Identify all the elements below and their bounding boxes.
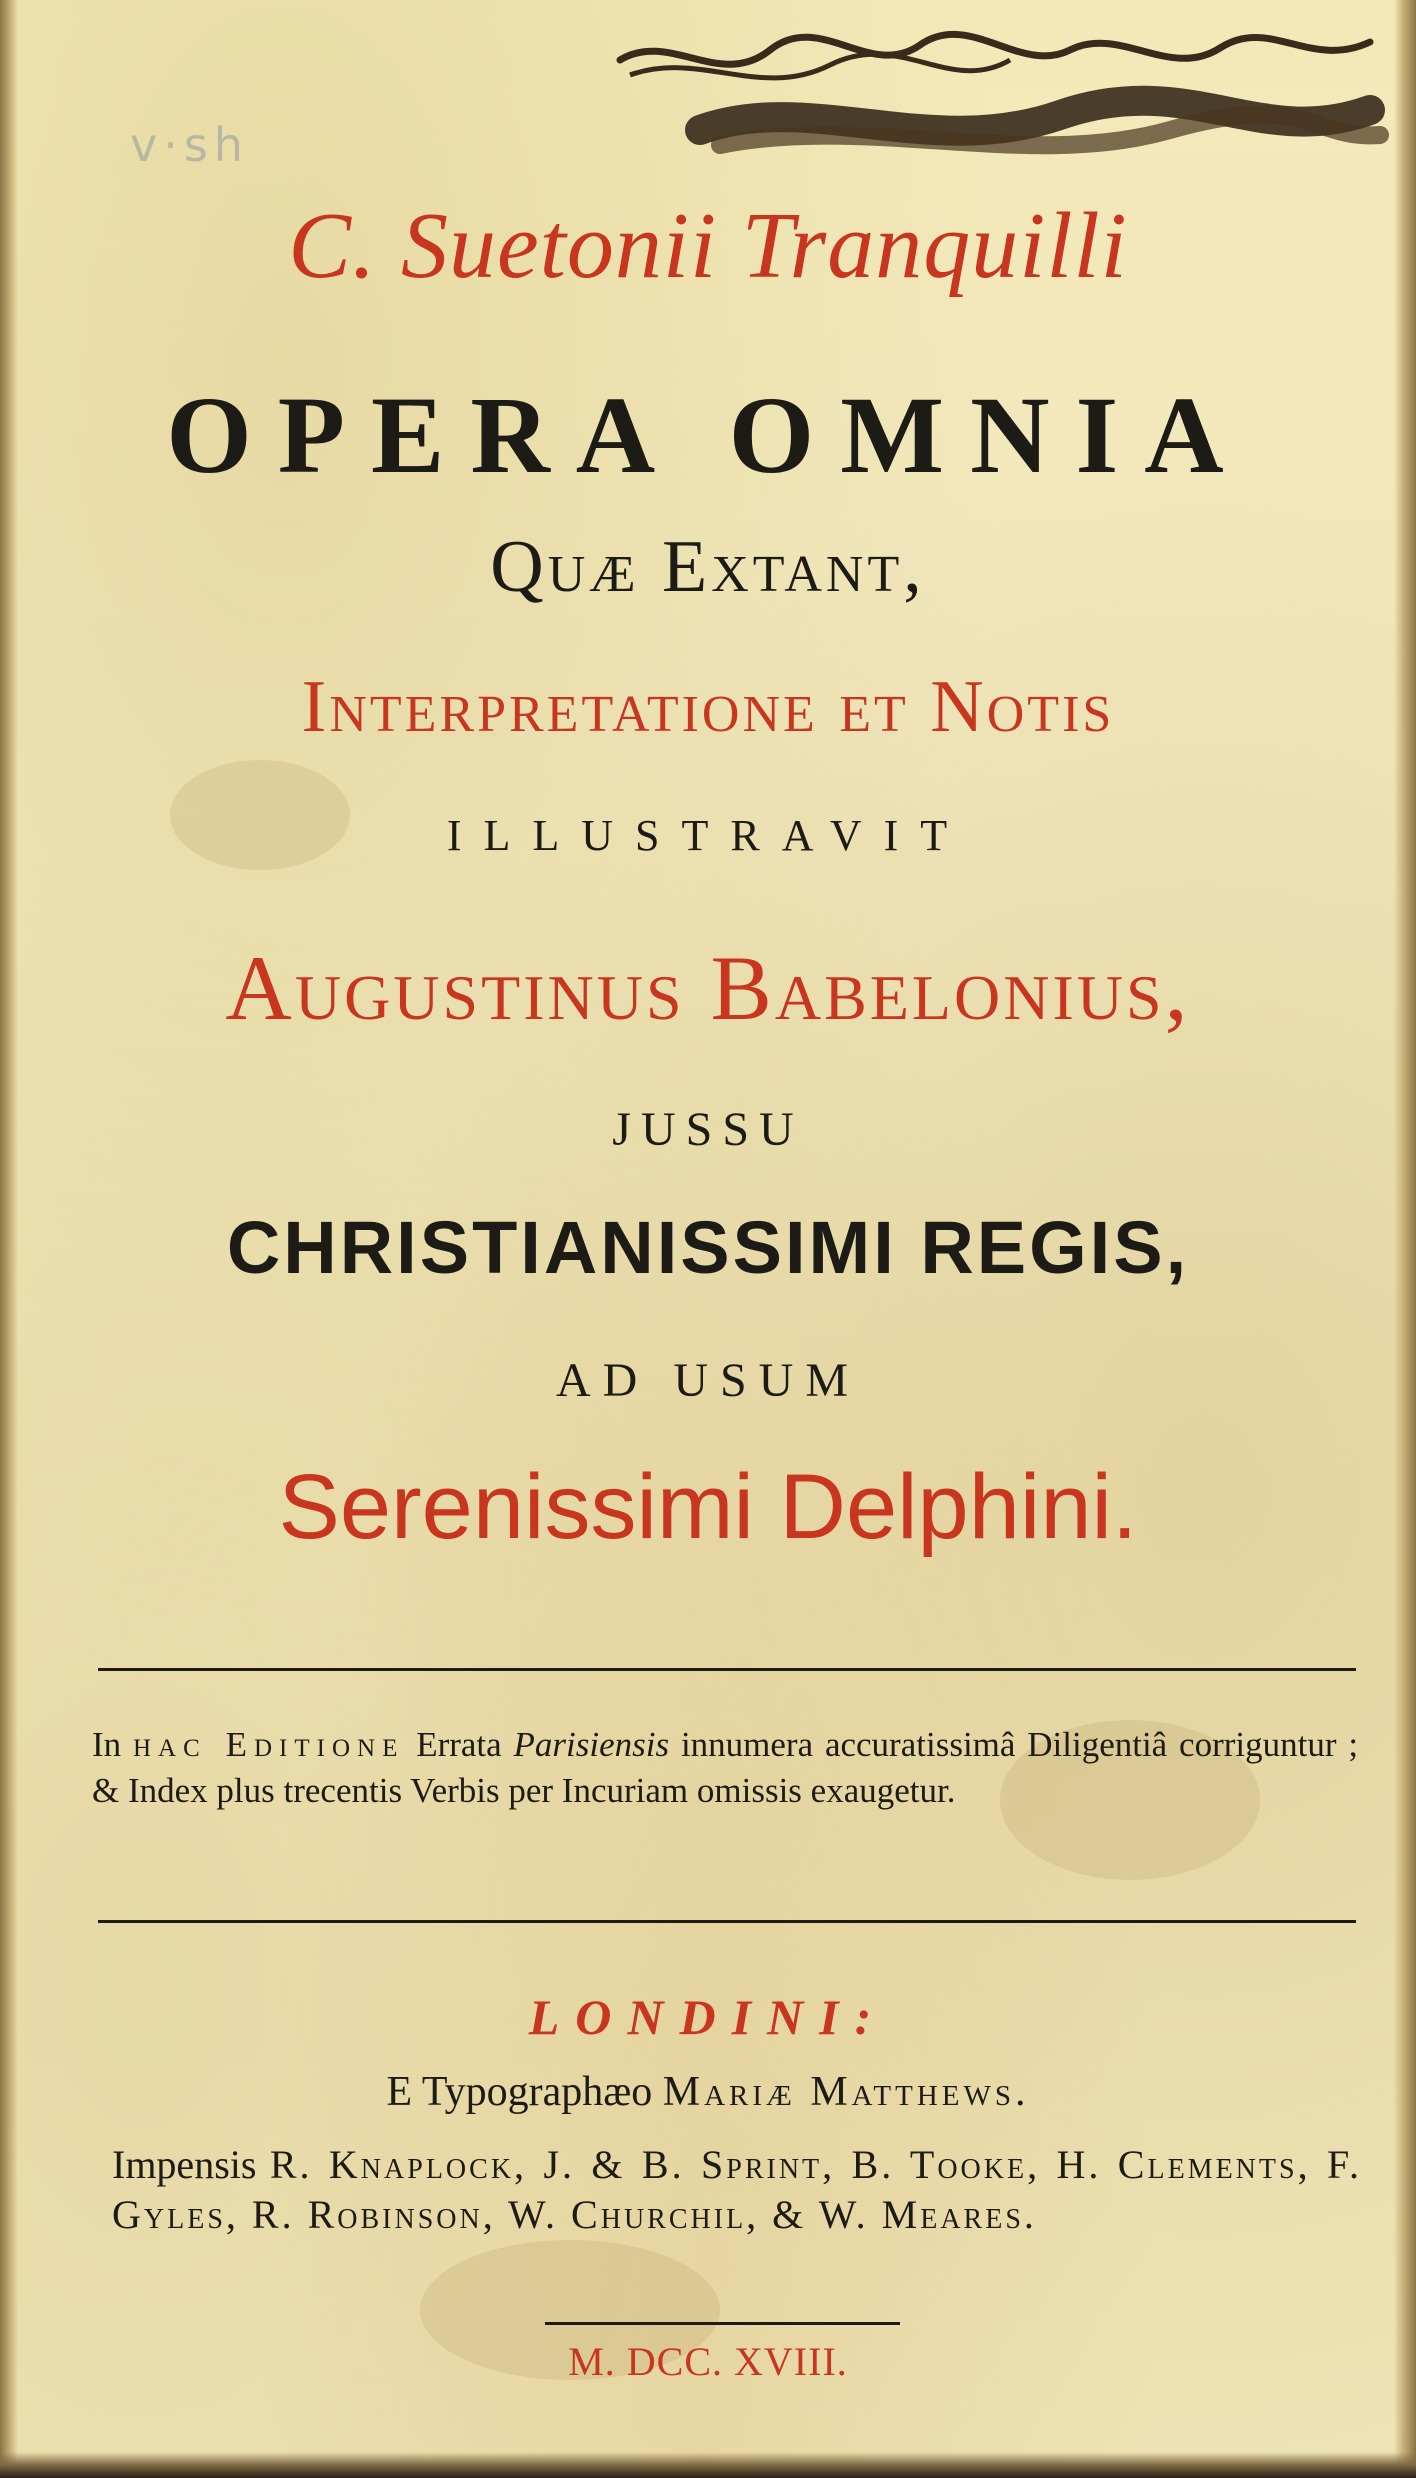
page-edge-bottom: [0, 2452, 1416, 2478]
imprint-impensis: Impensis: [112, 2142, 257, 2187]
edition-note-rest: innumera accuratissimâ Diligentiâ corriguntur ; & Index plus trecentis Verbis per Incuriam omissis exaugetur.: [92, 1725, 1359, 1810]
illustravit-line: ILLUSTRAVIT: [446, 811, 970, 860]
imprint-printer: [0, 2068, 1416, 2116]
edition-note-errata: Errata: [416, 1725, 502, 1764]
interpretation-line: Interpretatione et Notis: [301, 666, 1115, 748]
imprint-bookseller-list: R. Knaplock, J. & B. Sprint, B. Tooke, H. Clements, F. Gyles, R. Robinson, W. Churchil, & W. Meares.: [112, 2142, 1363, 2237]
ink-scribble-ownership-mark: [610, 20, 1400, 170]
publication-date: M. DCC. XVIII.: [568, 2339, 848, 2384]
editor-name: Augustinus Babelonius,: [225, 937, 1191, 1039]
divider-rule-top: [98, 1668, 1356, 1671]
main-title: OPERA OMNIA: [166, 374, 1250, 496]
subtitle: Quæ Extant,: [490, 526, 926, 608]
edition-note-hac-editione: hac Editione: [133, 1725, 405, 1764]
imprint-printer-prefix: E Typographæo: [386, 2069, 653, 2115]
edition-note: [92, 1722, 1358, 1814]
imprint-printer-name: Mariæ Matthews.: [662, 2069, 1030, 2115]
pencil-mark: v·sh: [130, 118, 249, 172]
edition-note-lead: In: [92, 1725, 122, 1764]
date-rule: [545, 2322, 900, 2325]
author-line: C. Suetonii Tranquilli: [288, 194, 1128, 298]
divider-rule-bottom: [98, 1920, 1356, 1923]
dauphin-line: Serenissimi Delphini.: [278, 1456, 1138, 1558]
king-line: CHRISTIANISSIMI REGIS,: [226, 1206, 1190, 1289]
imprint-city: LONDINI:: [528, 1989, 888, 2045]
ad-usum-line: AD USUM: [555, 1354, 861, 1407]
edition-note-parisiensis: Parisiensis: [513, 1725, 670, 1764]
jussu-line: JUSSU: [612, 1103, 804, 1156]
imprint-booksellers: [112, 2140, 1362, 2240]
